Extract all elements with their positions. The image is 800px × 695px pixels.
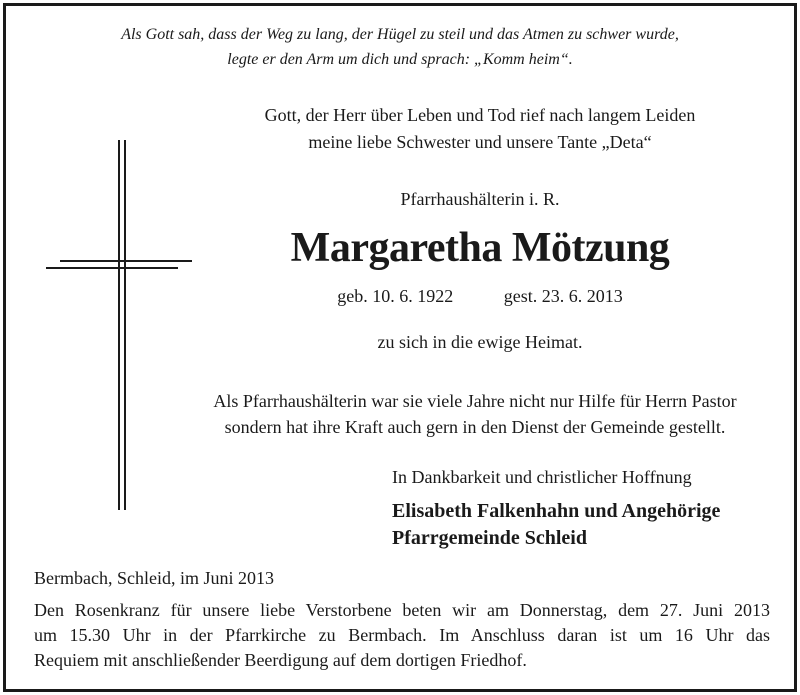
birth-date: geb. 10. 6. 1922 [337, 286, 454, 306]
mourners-block [392, 498, 720, 552]
intro-line-1: Gott, der Herr über Leben und Tod rief nach langem Leiden [264, 105, 696, 125]
gratitude-text: In Dankbarkeit und christlicher Hoffnung [392, 467, 692, 487]
notice-line-1: Den Rosenkranz für unsere liebe Verstorbene beten wir am Donnerstag, dem 27. Juni 2013 [34, 600, 770, 620]
tribute-line-2: sondern hat ihre Kraft auch gern in den Dienst der Gemeinde gestellt. [224, 417, 726, 437]
quote-line-1: Als Gott sah, dass der Weg zu lang, der Hügel zu steil und das Atmen zu schwer wurde, [121, 26, 679, 43]
quote-line-2: legte er den Arm um dich und sprach: „Komm heim“. [227, 51, 573, 68]
notice-line-2: um 15.30 Uhr in der Pfarrkirche zu Bermbach. Im Anschluss daran ist um 16 Uhr das [34, 625, 770, 645]
notice-line-3: Requiem mit anschließender Beerdigung auf dem dortigen Friedhof. [34, 650, 527, 670]
intro-line-2: meine liebe Schwester und unsere Tante „Deta“ [308, 132, 652, 152]
service-notice [34, 598, 770, 673]
tribute-text [170, 388, 780, 440]
death-date: gest. 23. 6. 2013 [503, 286, 623, 306]
cross-icon [40, 140, 200, 510]
intro-text [210, 102, 750, 156]
deceased-name: Margaretha Mötzung [290, 225, 670, 271]
heimat-text: zu sich in die ewige Heimat. [377, 332, 583, 352]
opening-quote [0, 22, 800, 72]
tribute-line-1: Als Pfarrhaushälterin war sie viele Jahre nicht nur Hilfe für Herrn Pastor [213, 391, 737, 411]
place-date: Bermbach, Schleid, im Juni 2013 [34, 568, 274, 588]
life-dates [210, 284, 750, 308]
mourner-line-2: Pfarrgemeinde Schleid [392, 527, 587, 549]
deceased-role: Pfarrhaushälterin i. R. [400, 189, 560, 209]
mourner-line-1: Elisabeth Falkenhahn und Angehörige [392, 500, 721, 522]
